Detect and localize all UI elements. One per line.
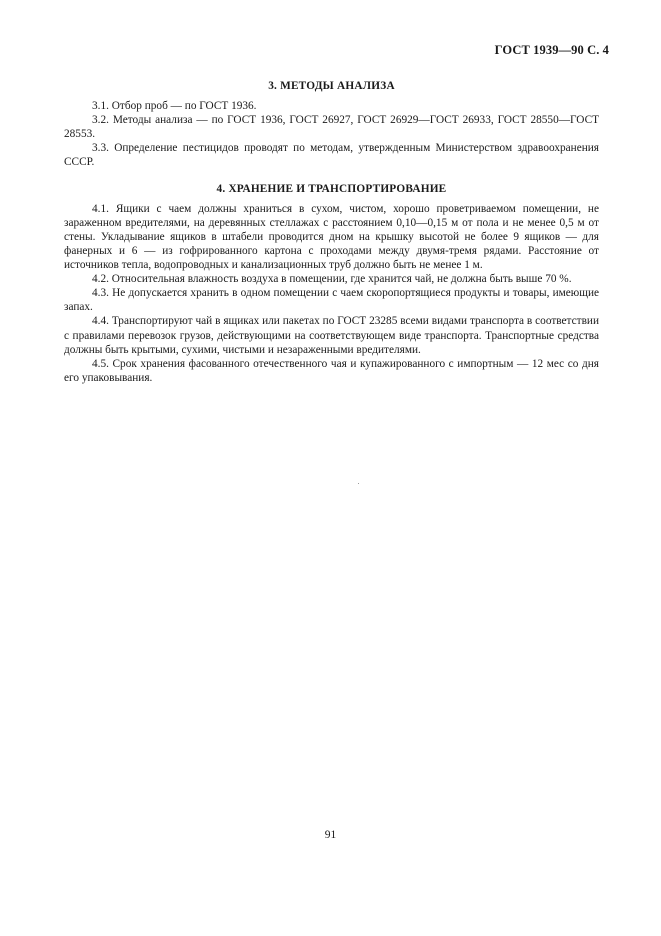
section-title: 4. ХРАНЕНИЕ И ТРАНСПОРТИРОВАНИЕ: [216, 182, 447, 195]
section-methods-of-analysis: [64, 79, 599, 170]
paragraph-3-2: 3.2. Методы анализа — по ГОСТ 1936, ГОСТ 26927, ГОСТ 26929—ГОСТ 26933, ГОСТ 28550—ГОСТ 28553.: [64, 114, 599, 141]
paragraph-3-3: 3.3. Определение пестицидов проводят по методам, утвержденным Министерством здравоохранения СССР.: [64, 142, 599, 169]
running-head: ГОСТ 1939—90 С. 4: [494, 43, 609, 57]
scan-speck: [358, 483, 359, 484]
paragraph-3-1: 3.1. Отбор проб — по ГОСТ 1936.: [92, 100, 257, 113]
page-content: [64, 79, 599, 385]
paragraph-4-4: 4.4. Транспортируют чай в ящиках или пакетах по ГОСТ 23285 всеми видами транспорта в соответствии с правилами перевозок грузов, действующими на соответствующем виде транспорта. Транспортные средства должны быть крытыми, сухими, чистыми и незараженными вредителями.: [64, 315, 599, 356]
section-storage-and-transport: [64, 182, 599, 385]
paragraph-4-5: 4.5. Срок хранения фасованного отечественного чая и купажированного с импортным — 12 мес со дня его упаковывания.: [64, 357, 599, 384]
paragraph-4-2: 4.2. Относительная влажность воздуха в помещении, где хранится чай, не должна быть выше 70 %.: [92, 273, 572, 286]
section-title: 3. МЕТОДЫ АНАЛИЗА: [268, 80, 395, 92]
paragraph-4-1: 4.1. Ящики с чаем должны храниться в сухом, чистом, хорошо проветриваемом помещении, не зараженном вредителями, на деревянных стеллажах с расстоянием 0,10—0,15 м от пола и не менее 0,5 м от стены. Укладывание ящиков в штабели проводится дном на крышку высотой не более 9 ящиков — для фанерных и 6 — из гофрированного картона с проходами между двумя-тремя рядами. Расстояние от источников тепла, водопроводных и канализационных труб должно быть не менее 1 м.: [64, 202, 599, 272]
paragraph-4-3: 4.3. Не допускается хранить в одном помещении с чаем скоропортящиеся продукты и товары, имеющие запах.: [64, 287, 599, 314]
page-number: 91: [324, 829, 337, 841]
